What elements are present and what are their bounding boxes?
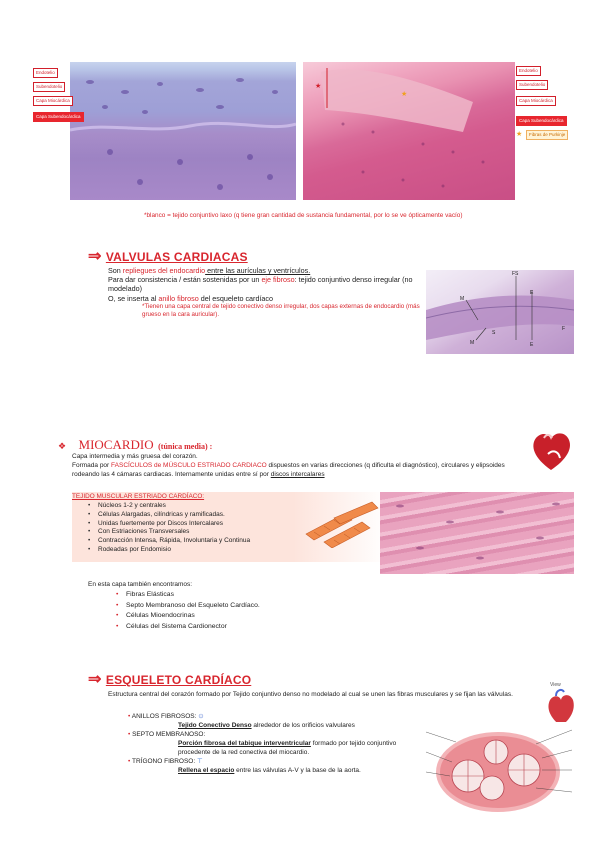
tissue-item: • Rodeadas por Endomisio xyxy=(98,546,388,555)
label-capa-miocardica-right: Capa Miocárdica xyxy=(516,96,556,106)
fig-label-m-top: M xyxy=(460,296,465,302)
label-fibras-purkinje: Fibras de Purkinje xyxy=(526,130,568,140)
fig-label-m-bottom: M xyxy=(470,340,475,346)
myocardium-l1: Capa intermedia y más gruesa del corazón. xyxy=(72,453,198,460)
myocardium-subtitle: (túnica media) : xyxy=(158,442,213,451)
skeleton-item-septo: • SEPTO MEMBRANOSO: Porción fibrosa del tabique interventricular formado por tejido conjuntivo procedente de la red conectiva del miocardio. xyxy=(128,731,397,756)
valves-p3: O, se inserta al anillo fibroso del esqueleto cardíaco xyxy=(108,293,274,303)
skeleton-title: ESQUELETO CARDÍACO xyxy=(105,673,252,687)
also-item: • Septo Membranoso del Esqueleto Cardíaco. xyxy=(126,601,386,612)
label-capa-miocardica-left: Capa Miocárdica xyxy=(33,96,73,106)
skeleton-items xyxy=(128,712,424,775)
star-icon: ★ xyxy=(516,131,523,138)
tissue-item: • Núcleos 1-2 y centrales xyxy=(98,502,388,511)
tissue-item: • Unidas fuertemente por Discos Intercalares xyxy=(98,520,388,529)
svg-text:★: ★ xyxy=(315,83,322,90)
also-list xyxy=(112,590,386,632)
myocardium-title: MIOCARDIO xyxy=(78,437,154,452)
valves-p1: Son repliegues del endocardio entre las aurículas y ventrículos. xyxy=(108,266,311,275)
nuclei-texture xyxy=(380,492,574,574)
tissue-item: • Células Alargadas, cilíndricas y ramificadas. xyxy=(98,511,388,520)
tissue-title: TEJIDO MUSCULAR ESTRIADO CARDÍACO: xyxy=(72,493,205,500)
tissue-texture xyxy=(70,62,296,200)
valve-micrograph xyxy=(426,270,574,354)
endocardium-micrograph-right xyxy=(303,62,515,200)
fig-label-e-bottom: E xyxy=(530,342,534,348)
cardiac-fiber-illustration xyxy=(304,500,380,548)
label-subendotelio-right: Subendotelio xyxy=(516,80,548,90)
valves-note: *Tienen una capa central de tejido conectivo denso irregular, dos capas externas de endocardio (más grueso en la cara auricular). xyxy=(142,302,420,318)
myocardium-l2: Formada por FASCÍCULOS de MÚSCULO ESTRIADO CARDIACO dispuestos en varias direcciones (q dificulta el diagnóstico), circulares y elipsoides rodeando las 4 cámaras cardiacas. Internamente unidas entre sí por discos intercalares xyxy=(72,462,505,478)
label-endotelio-left: Endotelio xyxy=(33,68,58,78)
skeleton-heading xyxy=(88,669,251,689)
endocardium-micrograph-left xyxy=(70,62,296,200)
cardiac-muscle-micrograph xyxy=(380,492,574,574)
skeleton-item-trigono: • TRÍGONO FIBROSO: ⊤ Rellena el espacio entre las válvulas A-V y la base de la aorta. xyxy=(128,758,361,774)
label-capa-subendocardica-right: Capa Subendocárdica xyxy=(516,116,567,126)
histology-note: *blanco = tejido conjuntivo laxo (q tiene gran cantidad de sustancia fundamental, por lo se ve ópticamente vacío) xyxy=(144,212,463,219)
label-subendotelio-left: Subendotelio xyxy=(33,82,65,92)
valves-text xyxy=(108,266,426,319)
label-endotelio-right: Endotelio xyxy=(516,66,541,76)
tissue-item: • Con Estriaciones Transversales xyxy=(98,528,388,537)
tissue-item: • Contracción Intensa, Rápida, Involuntaria y Continua xyxy=(98,537,388,546)
also-item: • Células del Sistema Cardionector xyxy=(126,622,386,633)
valves-heading xyxy=(88,246,248,266)
valve-leaflet-shape xyxy=(426,270,574,354)
svg-text:★: ★ xyxy=(401,91,408,98)
arrow-right-icon: ⇒ xyxy=(88,248,102,265)
heart-icon xyxy=(528,428,574,474)
fig-label-s: S xyxy=(492,330,496,336)
also-item: • Células Mioendocrinas xyxy=(126,611,386,622)
diamond-bullet-icon: ❖ xyxy=(58,441,67,451)
arrow-right-icon: ⇒ xyxy=(88,671,102,688)
valves-title: VALVULAS CARDIACAS xyxy=(105,250,248,264)
fig-label-fs: FS xyxy=(512,271,519,277)
myocardium-text xyxy=(72,452,512,479)
valves-p2: Para dar consistencia / están sostenidas por un eje fibroso: tejido conjuntivo denso irregular (no modelado) xyxy=(108,275,413,294)
label-capa-subendocardica-left: Capa Subendocárdica xyxy=(33,112,84,122)
skeleton-intro: Estructura central del corazón formado por Tejido conjuntivo denso no modelado al cual se unen las fibras musculares y se fijan las válvulas. xyxy=(108,691,513,698)
fig-label-f: F xyxy=(562,326,566,332)
also-title: En esta capa también encontramos: xyxy=(88,581,193,588)
tissue-texture-right xyxy=(303,62,515,200)
view-label: View xyxy=(550,682,561,688)
cardiac-skeleton-illustration xyxy=(426,722,572,816)
skeleton-item-anillos: • ANILLOS FIBROSOS: ⊙ Tejido Conectivo Denso alrededor de los orificios valvulares xyxy=(128,713,355,729)
fig-label-e-top: E xyxy=(530,290,534,296)
also-item: • Fibras Elásticas xyxy=(126,590,386,601)
